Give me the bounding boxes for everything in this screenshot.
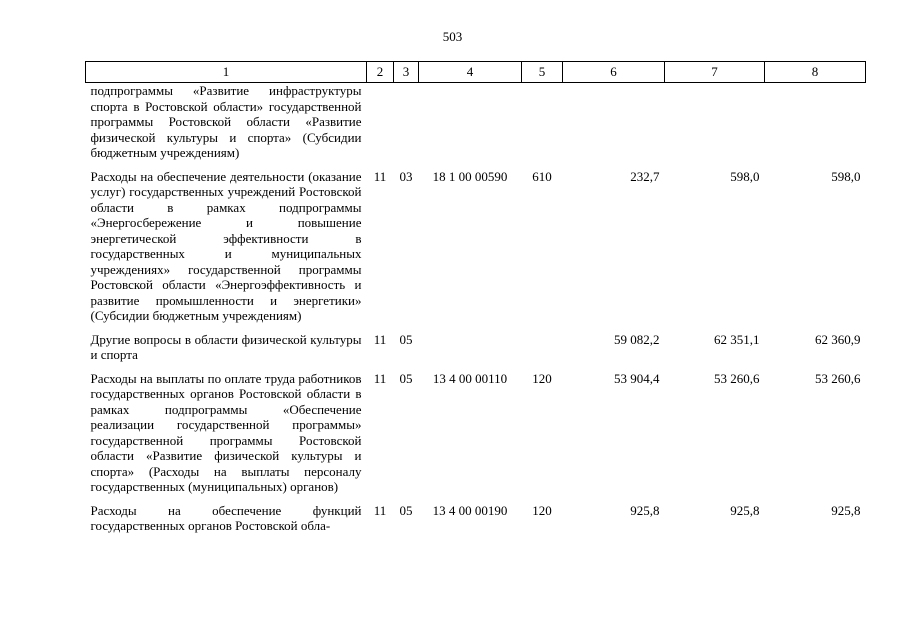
row-description: Расходы на обеспечение функций государственных органов Ростовской обла- [90, 502, 362, 533]
row-expense-type: 120 [532, 502, 552, 518]
table-row [86, 169, 866, 332]
row-subsection: 05 [399, 331, 413, 347]
row-value-3: 53 260,6 [815, 370, 861, 386]
row-value-3 [765, 83, 866, 169]
row-section: 11 [373, 168, 387, 184]
column-header-8: 8 [765, 62, 866, 83]
row-target-code [419, 332, 522, 371]
page-number: 503 [442, 29, 463, 44]
row-description: Расходы на обеспечение деятельности (оказание услуг) государственных учреждений Ростовской области в рамках подпрограммы «Энергосбережение и повышение энергетической эффективности в государственных и муниципальных учреждениях» государственной программы Ростовской области «Энергоэффективность и развитие промышленности и энергетики» (Субсидии бюджетным учреждениям) [90, 168, 362, 323]
row-value-2: 62 351,1 [714, 331, 760, 347]
column-header-1: 1 [86, 62, 367, 83]
row-value-1 [563, 83, 665, 169]
row-value-1: 925,8 [630, 502, 660, 518]
row-value-2: 925,8 [730, 502, 760, 518]
row-expense-type [522, 332, 563, 371]
row-subsection: 03 [399, 168, 413, 184]
row-value-2: 53 260,6 [714, 370, 760, 386]
row-expense-type: 120 [532, 370, 552, 386]
row-section: 11 [373, 502, 387, 518]
row-subsection: 05 [399, 502, 413, 518]
row-expense-type: 610 [532, 168, 552, 184]
row-section: 11 [373, 370, 387, 386]
row-value-1: 232,7 [630, 168, 660, 184]
budget-table [85, 61, 866, 542]
column-header-5: 5 [522, 62, 563, 83]
row-target-code [419, 83, 522, 169]
row-value-1: 59 082,2 [614, 331, 660, 347]
column-header-6: 6 [563, 62, 665, 83]
table-header-row [86, 62, 866, 83]
table-row [86, 503, 866, 542]
column-header-3: 3 [394, 62, 419, 83]
row-value-1: 53 904,4 [614, 370, 660, 386]
row-section: 11 [373, 331, 387, 347]
row-target-code: 13 4 00 00190 [432, 502, 508, 518]
table-row [86, 371, 866, 503]
column-header-2: 2 [367, 62, 394, 83]
column-header-7: 7 [665, 62, 765, 83]
row-section [367, 83, 394, 169]
row-description: подпрограммы «Развитие инфраструктуры спорта в Ростовской области» государственной программы Ростовской области «Развитие физической культуры и спорта» (Субсидии бюджетным учреждениям) [90, 83, 362, 160]
table-row [86, 83, 866, 169]
row-value-3: 598,0 [831, 168, 861, 184]
row-subsection [394, 83, 419, 169]
row-description: Расходы на выплаты по оплате труда работников государственных органов Ростовской области в рамках подпрограммы «Обеспечение реализации государственной программы» государственной программы Ростовской области «Развитие физической культуры и спорта» (Расходы на выплаты персоналу государственных (муниципальных) органов) [90, 370, 362, 494]
row-target-code: 18 1 00 00590 [432, 168, 508, 184]
row-value-3: 925,8 [831, 502, 861, 518]
row-value-3: 62 360,9 [815, 331, 861, 347]
row-description: Другие вопросы в области физической культуры и спорта [90, 331, 362, 362]
table-row [86, 332, 866, 371]
row-value-2: 598,0 [730, 168, 760, 184]
row-value-2 [665, 83, 765, 169]
row-target-code: 13 4 00 00110 [432, 370, 508, 386]
column-header-4: 4 [419, 62, 522, 83]
row-expense-type [522, 83, 563, 169]
row-subsection: 05 [399, 370, 413, 386]
